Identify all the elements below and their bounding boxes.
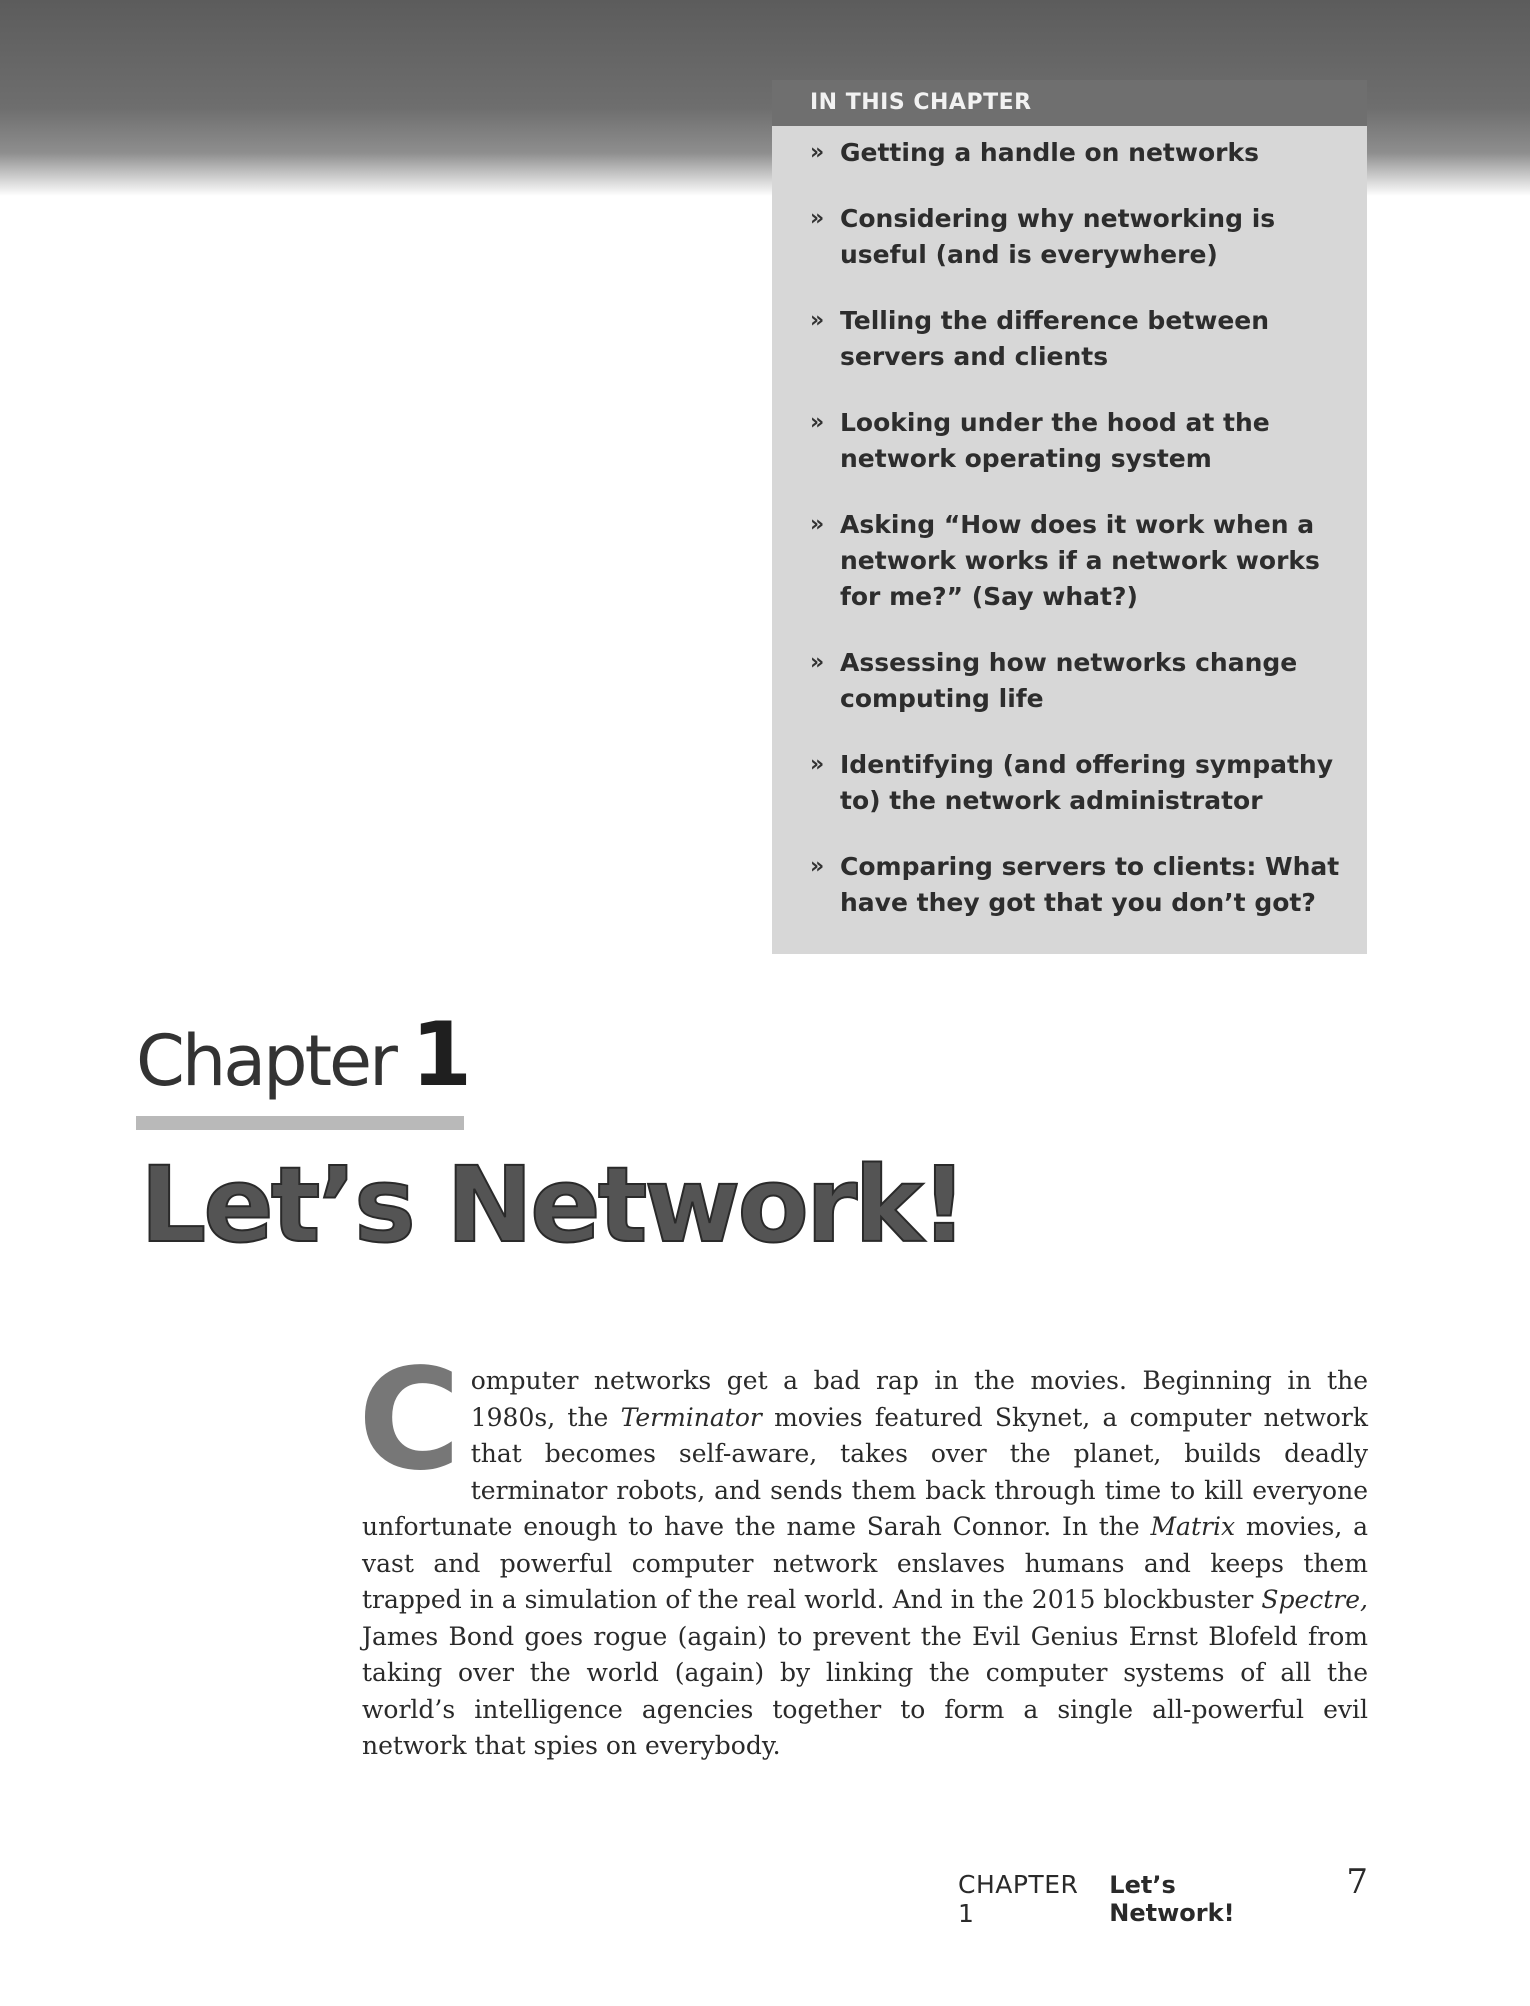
chapter-topic-text: Asking “How does it work when a network works if a network works for me?” (Say what?) xyxy=(840,510,1320,611)
bullet-icon: » xyxy=(810,308,825,333)
chapter-topic-text: Identifying (and offering sympathy to) the network administrator xyxy=(840,750,1334,815)
bullet-icon: » xyxy=(810,512,825,537)
bullet-icon: » xyxy=(810,410,825,435)
in-this-chapter-label: IN THIS CHAPTER xyxy=(810,90,1032,115)
chapter-topic-item xyxy=(810,645,1350,717)
bullet-icon: » xyxy=(810,206,825,231)
body-text-run: omputer networks get a bad rap in the movies. Beginning in the 1980s, the xyxy=(470,1366,1368,1432)
chapter-topic-item xyxy=(810,201,1350,273)
chapter-topic-text: Looking under the hood at the network operating system xyxy=(840,408,1270,473)
chapter-topic-item xyxy=(810,405,1350,477)
chapter-title: Let’s Network! xyxy=(140,1144,965,1266)
chapter-topic-text: Getting a handle on networks xyxy=(840,138,1259,167)
chapter-heading xyxy=(136,1003,473,1106)
drop-cap: C xyxy=(358,1339,461,1502)
chapter-topic-item xyxy=(810,747,1350,819)
chapter-topic-item xyxy=(810,849,1350,921)
chapter-number: 1 xyxy=(410,1003,473,1106)
movie-title-spectre: Spectre, xyxy=(1261,1585,1368,1614)
body-text-run: James Bond goes rogue (again) to prevent the Evil Genius Ernst Blofeld from taking over the world (again) by linking the computer systems of all the world’s intelligence agencies together to form a single all-powerful evil network that spies on everybody. xyxy=(362,1621,1368,1760)
bullet-icon: » xyxy=(810,140,825,165)
chapter-topic-item xyxy=(810,507,1350,615)
bullet-icon: » xyxy=(810,854,825,879)
chapter-topic-text: Comparing servers to clients: What have they got that you don’t got? xyxy=(840,852,1340,917)
page-number: 7 xyxy=(1346,1862,1368,1902)
movie-title-matrix: Matrix xyxy=(1150,1512,1236,1541)
body-paragraph xyxy=(358,1339,1368,1765)
in-this-chapter-header xyxy=(772,80,1367,126)
body-text-run: movies featured Skynet, a computer network that becomes self-aware, takes over the planet, builds deadly terminator robots, and sends them back through time to kill everyone unfortunate enough to have the name Sarah Connor. In the xyxy=(362,1402,1368,1541)
bullet-icon: » xyxy=(810,650,825,675)
chapter-topic-item xyxy=(810,303,1350,375)
page-footer xyxy=(958,1862,1368,1928)
bullet-icon: » xyxy=(810,752,825,777)
chapter-rule xyxy=(136,1116,464,1130)
chapter-topic-text: Considering why networking is useful (and is everywhere) xyxy=(840,204,1276,269)
footer-chapter-label: CHAPTER 1 xyxy=(958,1870,1079,1928)
footer-chapter-title: Let’s Network! xyxy=(1109,1871,1235,1927)
chapter-topic-text: Telling the difference between servers and clients xyxy=(840,306,1270,371)
chapter-topics-list xyxy=(810,135,1350,951)
chapter-topic-text: Assessing how networks change computing life xyxy=(840,648,1298,713)
chapter-topic-item xyxy=(810,135,1350,171)
body-text-run: movies, a vast and powerful computer network enslaves humans and keeps them trapped in a simulation of the real world. And in the 2015 blockbuster xyxy=(362,1512,1368,1614)
in-this-chapter-box xyxy=(772,80,1367,954)
movie-title-terminator: Terminator xyxy=(620,1402,762,1432)
chapter-word: Chapter xyxy=(136,1020,395,1102)
